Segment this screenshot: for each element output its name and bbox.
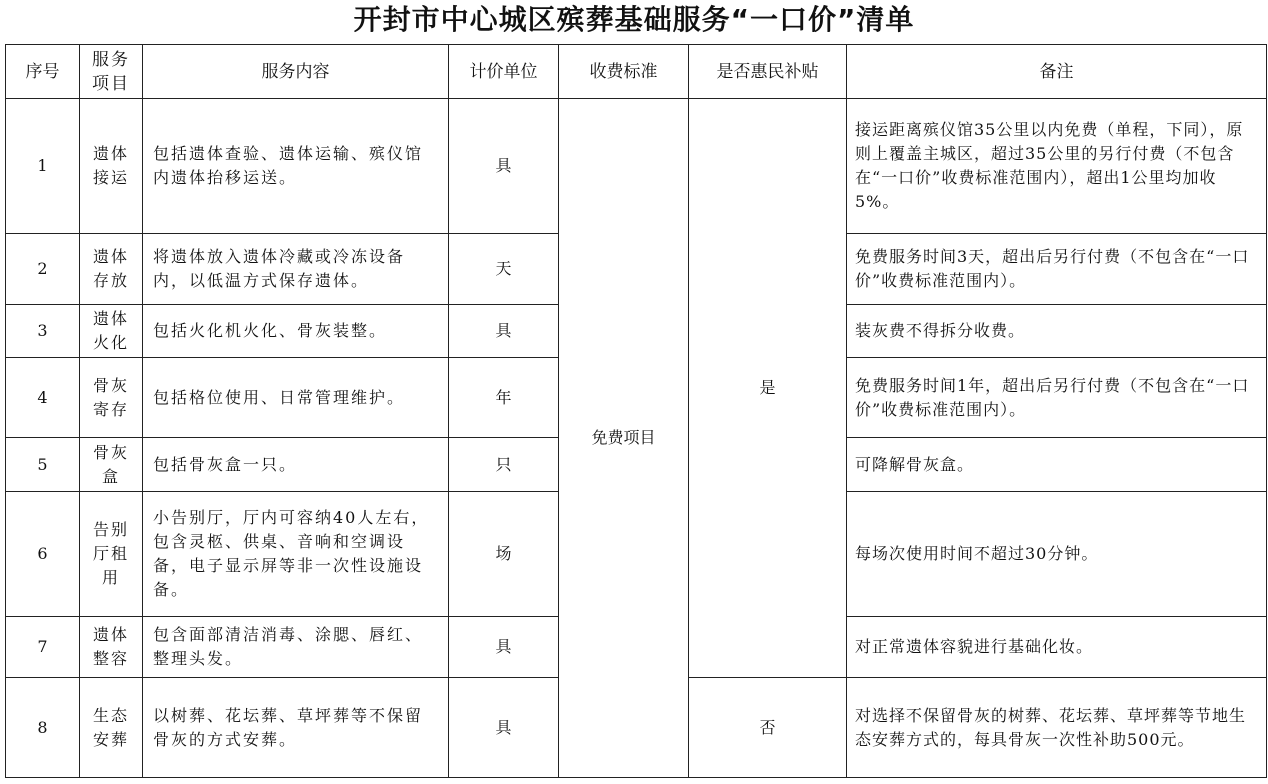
row-note: 对正常遗体容貌进行基础化妆。 (847, 617, 1267, 678)
row-no: 7 (6, 617, 80, 678)
row-item: 遗体存放 (80, 234, 143, 305)
row-no: 3 (6, 305, 80, 358)
row-content: 以树葬、花坛葬、草坪葬等不保留骨灰的方式安葬。 (143, 678, 449, 778)
row-note: 对选择不保留骨灰的树葬、花坛葬、草坪葬等节地生态安葬方式的，每具骨灰一次性补助500元。 (847, 678, 1267, 778)
price-standard-cell: 免费项目 (559, 99, 689, 778)
row-unit: 具 (449, 305, 559, 358)
row-note: 装灰费不得拆分收费。 (847, 305, 1267, 358)
row-content: 包括骨灰盒一只。 (143, 438, 449, 492)
row-item: 骨灰寄存 (80, 358, 143, 438)
row-no: 4 (6, 358, 80, 438)
subsidy-no-cell: 否 (689, 678, 847, 778)
header-subsidy: 是否惠民补贴 (689, 45, 847, 99)
row-unit: 年 (449, 358, 559, 438)
row-unit: 天 (449, 234, 559, 305)
row-content: 将遗体放入遗体冷藏或冷冻设备内，以低温方式保存遗体。 (143, 234, 449, 305)
row-item: 骨灰盒 (80, 438, 143, 492)
row-unit: 场 (449, 492, 559, 617)
row-no: 1 (6, 99, 80, 234)
subsidy-yes-cell: 是 (689, 99, 847, 678)
header-item: 服务项目 (80, 45, 143, 99)
row-unit: 具 (449, 617, 559, 678)
header-no: 序号 (6, 45, 80, 99)
row-item: 遗体火化 (80, 305, 143, 358)
header-note: 备注 (847, 45, 1267, 99)
table-row (6, 99, 1267, 234)
header-unit: 计价单位 (449, 45, 559, 99)
row-content: 包括火化机火化、骨灰装整。 (143, 305, 449, 358)
service-price-table (5, 44, 1267, 778)
row-content: 包含面部清洁消毒、涂腮、唇红、整理头发。 (143, 617, 449, 678)
row-note: 免费服务时间3天，超出后另行付费（不包含在“一口价”收费标准范围内）。 (847, 234, 1267, 305)
header-price: 收费标准 (559, 45, 689, 99)
row-item: 遗体接运 (80, 99, 143, 234)
row-content: 包括遗体查验、遗体运输、殡仪馆内遗体抬移运送。 (143, 99, 449, 234)
row-item: 遗体整容 (80, 617, 143, 678)
row-unit: 具 (449, 99, 559, 234)
row-item: 告别厅租用 (80, 492, 143, 617)
row-unit: 具 (449, 678, 559, 778)
page-title: 开封市中心城区殡葬基础服务“一口价”清单 (353, 3, 915, 36)
row-no: 2 (6, 234, 80, 305)
header-row (6, 45, 1267, 99)
row-unit: 只 (449, 438, 559, 492)
row-note: 免费服务时间1年，超出后另行付费（不包含在“一口价”收费标准范围内）。 (847, 358, 1267, 438)
row-content: 小告别厅，厅内可容纳40人左右，包含灵柩、供桌、音响和空调设备，电子显示屏等非一次性设施设备。 (143, 492, 449, 617)
row-content: 包括格位使用、日常管理维护。 (143, 358, 449, 438)
row-no: 5 (6, 438, 80, 492)
row-no: 6 (6, 492, 80, 617)
row-note: 接运距离殡仪馆35公里以内免费（单程，下同），原则上覆盖主城区，超过35公里的另行付费（不包含在“一口价”收费标准范围内），超出1公里均加收5%。 (847, 99, 1267, 234)
row-note: 可降解骨灰盒。 (847, 438, 1267, 492)
row-no: 8 (6, 678, 80, 778)
header-content: 服务内容 (143, 45, 449, 99)
row-note: 每场次使用时间不超过30分钟。 (847, 492, 1267, 617)
row-item: 生态安葬 (80, 678, 143, 778)
